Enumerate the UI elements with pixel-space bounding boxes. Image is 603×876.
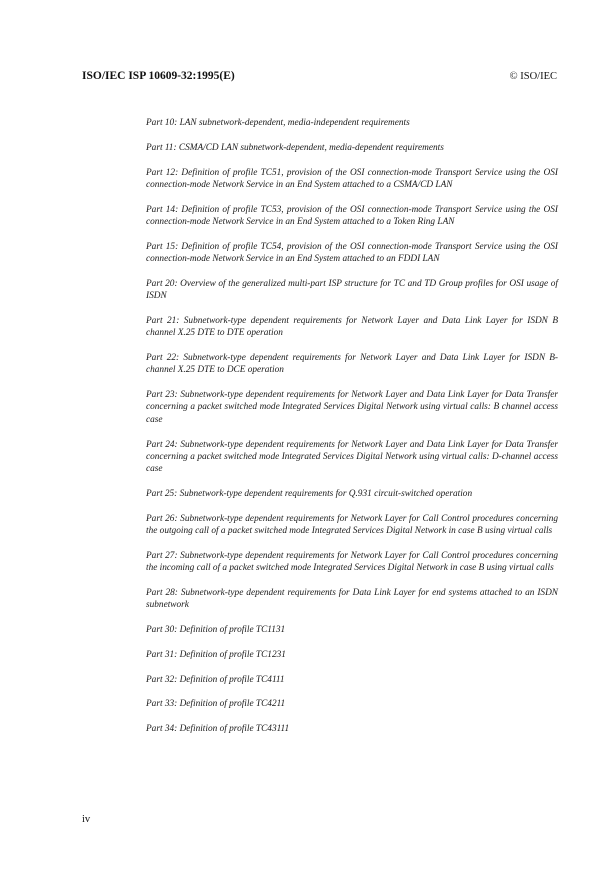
part-item-11: Part 11: CSMA/CD LAN subnetwork-dependent, media-dependent requirements bbox=[146, 142, 444, 153]
part-item-24: Part 24: Subnetwork-type dependent requirements for Network Layer and Data Link Layer for Data Transfer concerning a packet switched mode Integrated Services Digital Network using virtual calls: D-channel access case bbox=[146, 439, 558, 475]
part-item-27: Part 27: Subnetwork-type dependent requirements for Network Layer for Call Control procedures concerning the incoming call of a packet switched mode Integrated Services Digital Network in case B using virtual calls bbox=[146, 550, 558, 574]
document-id: ISO/IEC ISP 10609-32:1995(E) bbox=[82, 70, 235, 82]
part-item-23: Part 23: Subnetwork-type dependent requirements for Network Layer and Data Link Layer for Data Transfer concerning a packet switched mode Integrated Services Digital Network using virtual calls: B channel access case bbox=[146, 390, 558, 425]
part-item-15: Part 15: Definition of profile TC54, provision of the OSI connection-mode Transport Service using the OSI connection-mode Network Service in an End System attached to an FDDI LAN bbox=[146, 241, 558, 265]
part-item-31: Part 31: Definition of profile TC1231 bbox=[146, 649, 286, 660]
part-item-26: Part 26: Subnetwork-type dependent requirements for Network Layer for Call Control procedures concerning the outgoing call of a packet switched mode Integrated Services Digital Network in case B using virtual calls bbox=[146, 513, 558, 537]
part-item-22: Part 22: Subnetwork-type dependent requirements for Network Layer and Data Link Layer for ISDN B-channel X.25 DTE to DCE operation bbox=[146, 353, 558, 376]
parts-list bbox=[146, 117, 558, 748]
part-item-25: Part 25: Subnetwork-type dependent requirements for Q.931 circuit-switched operation bbox=[146, 488, 473, 499]
part-item-32: Part 32: Definition of profile TC4111 bbox=[146, 674, 285, 685]
part-item-34: Part 34: Definition of profile TC43111 bbox=[146, 724, 290, 735]
copyright-notice: © ISO/IEC bbox=[509, 71, 557, 82]
part-item-21: Part 21: Subnetwork-type dependent requirements for Network Layer and Data Link Layer for ISDN B channel X.25 DTE to DTE operation bbox=[146, 315, 558, 339]
part-item-30: Part 30: Definition of profile TC1131 bbox=[146, 625, 286, 636]
part-item-10: Part 10: LAN subnetwork-dependent, media-independent requirements bbox=[146, 118, 410, 128]
part-item-28: Part 28: Subnetwork-type dependent requirements for Data Link Layer for end systems attached to an ISDN subnetwork bbox=[146, 587, 558, 611]
part-item-14: Part 14: Definition of profile TC53, provision of the OSI connection-mode Transport Service using the OSI connection-mode Network Service in an End System attached to a Token Ring LAN bbox=[146, 204, 558, 227]
part-item-12: Part 12: Definition of profile TC51, provision of the OSI connection-mode Transport Service using the OSI connection-mode Network Service in an End System attached to a CSMA/CD LAN bbox=[146, 167, 558, 190]
part-item-20: Part 20: Overview of the generalized multi-part ISP structure for TC and TD Group profiles for OSI usage of ISDN bbox=[146, 278, 558, 302]
part-item-33: Part 33: Definition of profile TC4211 bbox=[146, 699, 286, 710]
page-number: iv bbox=[82, 814, 91, 825]
